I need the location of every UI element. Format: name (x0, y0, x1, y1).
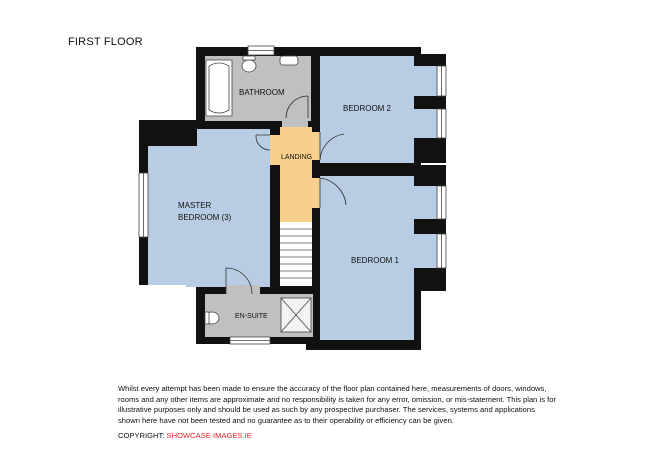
floor-title: FIRST FLOOR (68, 36, 143, 48)
copyright-company: SHOWCASE IMAGES.IE (166, 431, 252, 440)
copyright-line (118, 431, 252, 440)
room-label-master-2: BEDROOM (3) (178, 213, 232, 222)
bathroom-sink (280, 56, 298, 65)
stairs-floor (280, 222, 312, 286)
landing-floor (280, 127, 312, 222)
room-label-bathroom: BATHROOM (239, 88, 285, 97)
toilet (242, 60, 256, 72)
disclaimer-text: Whilst every attempt has been made to ensure the accuracy of the floor plan contained here, measurements of doors, windows, rooms and any other items are approximate and no responsibility is taken for any error, omission, or mis-statement. This plan is for illustrative purposes only and should be used as such by any prospective purchaser. The services, systems and applications shown here have not been tested and no guarantee as to their operability or efficiency can be given. (118, 384, 556, 425)
room-label-ensuite: EN-SUITE (235, 313, 268, 320)
copyright-label: COPYRIGHT: (118, 431, 165, 440)
master-floor-bottom (186, 240, 270, 287)
room-label-landing: LANDING (281, 154, 313, 161)
room-label-master-1: MASTER (178, 201, 212, 210)
room-label-bedroom-2: BEDROOM 2 (343, 104, 392, 113)
room-label-bedroom-1: BEDROOM 1 (351, 256, 400, 265)
